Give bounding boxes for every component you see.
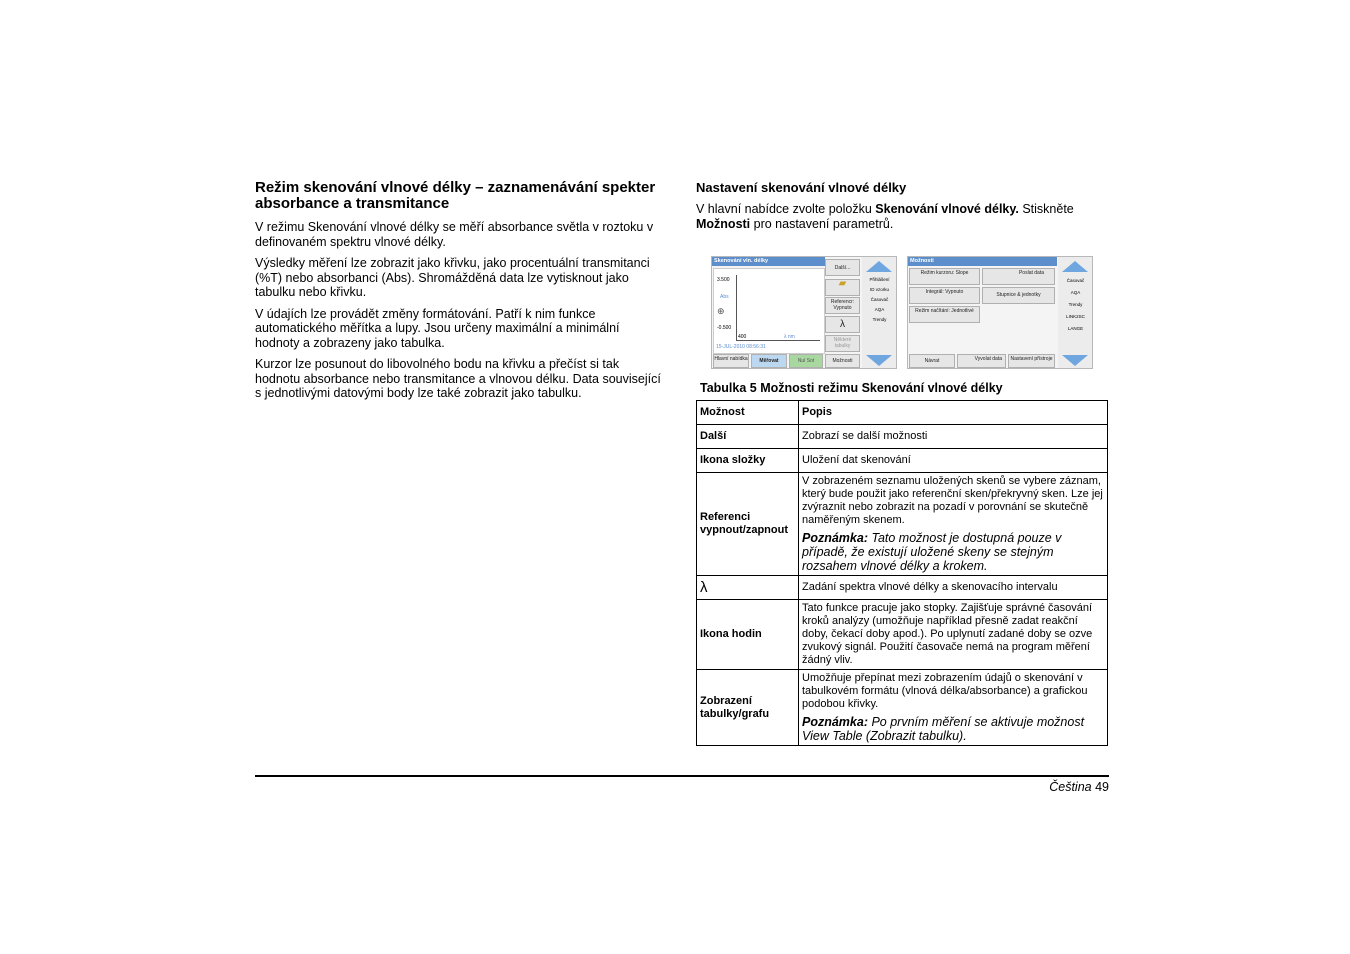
side-item-lange[interactable]: LANGE [1067,326,1084,331]
side-item-aqa[interactable]: AQA [1070,290,1081,295]
scale-units-button[interactable]: Stupnice & jednotky [982,287,1055,304]
scroll-up-icon[interactable] [866,261,892,272]
side-item-login[interactable]: Přihlášení [869,277,890,282]
recall-data-button[interactable]: Vyvolat data [957,354,1006,368]
header-description: Popis [799,401,1108,425]
timestamp: 15-JUL-2010 08:56:31 [716,344,766,350]
table-row [697,670,1108,746]
folder-button[interactable] [825,279,860,296]
integration-button[interactable]: Integrál: Vypnuto [909,287,980,304]
section-heading: Režim skenování vlnové délky – zaznamenávání spekter absorbance a transmitance [255,179,656,212]
scan-title: Skenování vln. délky [712,257,825,266]
right-column [696,180,1108,231]
send-data-button[interactable]: Poslat data [982,268,1055,285]
options-table [696,400,1108,746]
side-item-sample-id[interactable]: ID vzorku [869,287,889,292]
scan-screen [711,256,897,369]
side-item-timer[interactable]: Časovač [1066,278,1085,283]
scroll-down-icon[interactable] [866,355,892,366]
row-note: Poznámka: Tato možnost je dostupná pouze v případě, že existují uložené skeny se stejným rozsahem vlnové délky a krokem. [802,531,1062,573]
main-menu-button[interactable]: Hlavní nabídka [713,354,749,368]
paragraph-1: V režimu Skenování vlnové délky se měří absorbance světla v roztoku v definovaném spektru vlnové délky. [255,220,654,249]
left-column [255,180,665,408]
page-footer [1000,780,1109,794]
row-desc: Umožňuje přepínat mezi zobrazením údajů o skenování v tabulkovém formátu (vlnová délka/absorbance) a grafickou podobou křivky. [802,672,1088,710]
x-unit-label: λ nm [784,334,795,340]
row-desc: Uložení dat skenování [799,449,1108,473]
zero-button[interactable]: Nul Sot [789,354,823,368]
table-row [697,449,1108,473]
table-header-row [697,401,1108,425]
reference-button[interactable]: Referencr: Vypnuto [825,297,860,314]
y-max-label: 3.500 [717,277,730,283]
page-number: 49 [1095,780,1109,794]
row-key: Ikona hodin [697,600,799,670]
row-note: Poznámka: Po prvním měření se aktivuje možnost View Table (Zobrazit tabulku). [802,715,1085,743]
footer-rule [255,775,1109,777]
side-item-trends[interactable]: Trendy [1068,302,1083,307]
paragraph-2: Výsledky měření lze zobrazit jako křivku, jako procentuální transmitanci (%T) nebo absorbanci (Abs). Shromážděná data lze vytisknout jako tabulku nebo křivku. [255,256,650,299]
folder-icon: ▰ [838,278,847,289]
options-screen [907,256,1093,369]
magnifier-icon[interactable]: ⊕ [717,306,725,316]
x-min-label: 400 [738,334,747,340]
table-caption: Tabulka 5 Možnosti režimu Skenování vlnové délky [700,381,1003,395]
side-list-2 [1060,275,1091,335]
row-key: Další [697,425,799,449]
side-panel [862,257,897,369]
row-desc-cell [799,473,1108,576]
side-item-trends[interactable]: Trendy [872,317,887,322]
subsection-heading: Nastavení skenování vlnové délky [696,180,907,195]
options-title: Možnosti [908,257,1057,266]
row-key: Ikona složky [697,449,799,473]
screenshots [711,256,1093,369]
back-button[interactable]: Návrat [909,354,955,368]
row-key-lambda: λ [697,576,799,600]
instrument-setup-button[interactable]: Nastavení přístroje [1008,354,1055,368]
table-row [697,576,1108,600]
header-option: Možnost [697,401,799,425]
table-row [697,425,1108,449]
row-desc: Zobrazí se další možnosti [799,425,1108,449]
paragraph-4: Kurzor lze posunout do libovolného bodu na křivku a přečíst si tak hodnotu absorbance nebo transmitance a vlnovou délku. Data související s jednotlivými datovými body lze také zobrazit jako tabulku. [255,357,661,400]
scroll-down-icon[interactable] [1062,355,1088,366]
load-mode-button[interactable]: Režim načítání: Jednotlivé [909,306,980,323]
row-key: Zobrazení tabulky/grafu [697,670,799,746]
next-button[interactable]: Další... [825,259,860,276]
y-unit-label: Abs [720,294,729,300]
options-button[interactable]: Možnosti [825,354,860,368]
row-desc: Zadání spektra vlnové délky a skenovacího intervalu [799,576,1108,600]
measure-button[interactable]: Měřovat [751,354,787,368]
plot-axes [736,275,820,341]
intro-text: V hlavní nabídce zvolte položku Skenování vlnové délky. Stiskněte Možnosti pro nastavení parametrů. [696,202,1074,231]
table-row [697,600,1108,670]
side-list [864,275,895,325]
side-item-aqa[interactable]: AQA [874,307,885,312]
table-row [697,473,1108,576]
side-panel-2 [1058,257,1093,369]
side-item-link2sc[interactable]: LINK2SC [1066,314,1085,319]
wavelength-button[interactable]: λ [825,316,860,333]
row-desc: Tato funkce pracuje jako stopky. Zajišťuje správné časování kroků analýzy (umožňuje například přesně zadat reakční doby, čekací doby apod.). Po uplynutí zadané doby se ozve zvukový signál. Použití časovače nemá na program měření žádný vliv. [799,600,1108,670]
paragraph-3: V údajích lze provádět změny formátování. Patří k nim funkce automatického měřítka a lupy. Jsou určeny maximální a minimální hodnoty a zobrazeny jako tabulka. [255,306,620,350]
y-min-label: -0.500 [717,325,732,331]
row-desc: V zobrazeném seznamu uložených skenů se vybere záznam, který bude použit jako referenční sken/překryvný sken. Lze jej zvýraznit nebo zobrazit na pozadí v porovnání se skutečně naměřeným skenem. [802,475,1103,526]
row-key: Referenci vypnout/zapnout [697,473,799,576]
cursor-mode-button[interactable]: Režim kurzoru: Slope [909,268,980,285]
scroll-up-icon[interactable] [1062,261,1088,272]
table-button[interactable]: Některé tabulky [825,335,860,352]
footer-language: Čeština [1049,780,1092,794]
scan-plot [713,268,825,354]
side-item-timer[interactable]: Časovač [870,297,889,302]
row-desc-cell [799,670,1108,746]
